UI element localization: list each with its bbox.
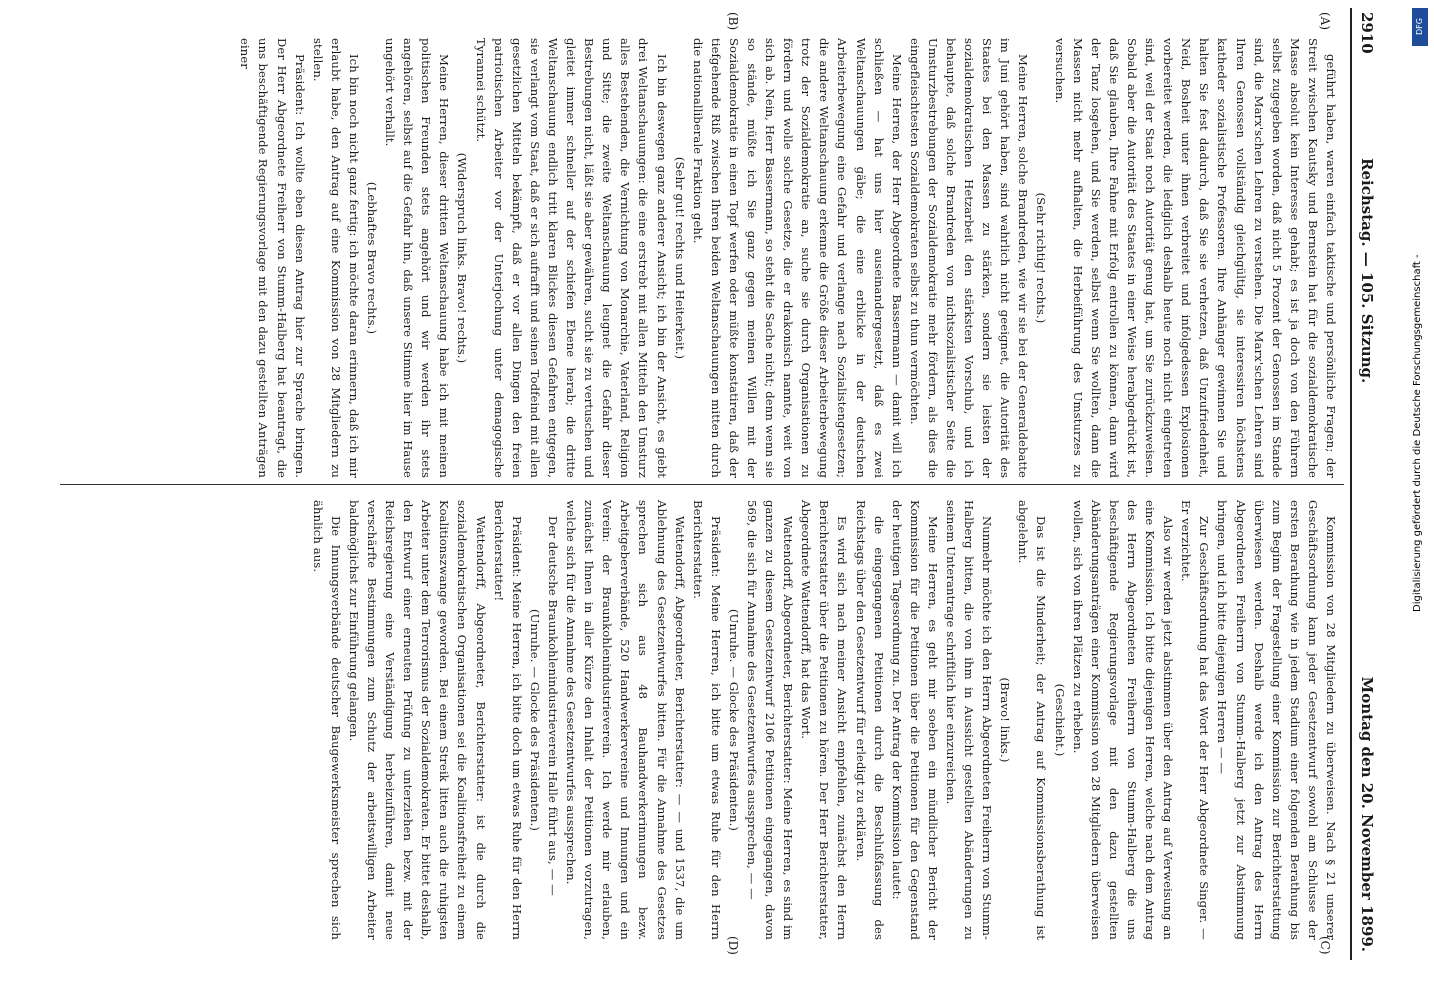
margin-marker-b: (B) — [726, 12, 740, 31]
left-column-paragraph: Meine Herren, solche Brandreden, wie wir sie bei der Generaldebatte im Juni gehört haben, sind wahrlich nicht geeignet, die Autorität des Staates bei den Massen zu stärken, sondern sie leisten der sozialdemokratischen Hetzarbeit den stärksten Vorschub, und ich behaupte, daß solche Brandreden von nichtsozialistischer Seite die Umsturzbestrebungen der Sozialdemokratie mehr fördern, als dies die eingefleischtesten Sozialdemokraten selbst zu thun vermöchten. — [907, 38, 1031, 478]
left-column-paragraph: (Lebhaftes Bravo rechts.) — [365, 181, 380, 335]
left-column-paragraph: (Sehr richtig! rechts.) — [1034, 192, 1049, 324]
right-column-paragraph: (Unruhe. — Glocke des Präsidenten.) — [527, 608, 542, 832]
dfg-logo: DFG — [1412, 8, 1428, 46]
right-column-paragraph: (Geschieht.) — [1052, 683, 1067, 757]
right-column-paragraph: Das ist die Minderheit; der Antrag auf Kommissionsberathung ist abgelehnt. — [1016, 500, 1049, 940]
right-column-paragraph: die eingegangenen Petitionen durch die Beschlußfassung des Reichstags über den Gesetzentwurf für erledigt zu erklären. — [853, 500, 886, 940]
right-column-paragraph: Kommission von 28 Mitgliedern zu überweisen. Nach § 21 unserer Geschäftsordnung kann jeder Gesetzentwurf sowohl am Schlusse der ersten Berathung wie in jedem Stadium einer folgenden Berathung bis zum Beginn der Fragestellung einer Kommission zur Berichterstattung überwiesen werden. Deshalb werde ich den Antrag des Herrn Abgeordneten Freiherrn von Stumm-Halberg jetzt zur Abstimmung bringen, und ich bitte diejenigen Herren — — — [1215, 500, 1338, 940]
left-column-paragraph: geführt haben, waren einfach taktische und persönliche Fragen; der Streit zwischen Kautsky und Bernstein hat für die sozialdemokratische Masse absolut kein Interesse gehabt; es ist ja doch von den Führern selbst zugegeben worden, daß nicht 5 Prozent der Genossen im Stande sind, die Marx'schen Lehren zu verstehen. Die Marx'schen Lehren sind Ihren Genossen vollständig gleichgültig, sie interessiren höchstens katheder sozialistische Professoren. Ihre Anhänger gewinnen Sie und halten Sie fest dadurch, daß Sie sie verhetzen, daß Unzufriedenheit, Neid, Bosheit unter ihnen verbreitet und infolgedessen Explosionen vorbereitet werden, die lediglich deshalb heute noch nicht eingetreten sind, weil der Staat noch Autorität genug hat, um Sie zurückzuweisen. Sobald aber die Autorität des Staates in einer Weise herabgedrückt ist, daß Sie glauben, Ihre Fahne mit Erfolg entrollen zu können, dann wird der Tanz losgehen, und Sie werden, selbst wenn Sie wollten, dann die Massen nicht mehr aufhalten, die Herbeiführung des Umsturzes zu versuchen. — [1052, 38, 1338, 478]
page-number: 2910 — [1358, 12, 1376, 54]
left-column-paragraph: Ich bin deswegen ganz anderer Ansicht; ich bin der Ansicht, es giebt drei Weltanschauungen: die eine erstrebt mit allen Mitteln den Umsturz alles Bestehenden, die Vernichtung von Monarchie, Vaterland, Religion und Sitte; die zweite Weltanschauung leugnet die Gefahr dieser Bestrebungen nicht, läßt sie aber gewähren, sucht sie zu vertuschen und gleitet immer schneller auf der schiefen Ebene herab; die dritte Weltanschauung endlich tritt klaren Blickes diesen Gefahren entgegen, sie verlangt vom Staat, daß er sich aufrafft und seinen Todfeind mit allen gesetzlichen Mitteln bekämpft, daß er vor allen Dingen den freien patriotischen Arbeiter vor der Unterjochung unter demagogische Tyrannei schützt. — [473, 38, 669, 478]
right-column-paragraph: Meine Herren, es geht mir soeben ein mündlicher Bericht der Kommission für die Petitionen über die Petitionen für den Gegenstand der heutigen Tagesordnung zu. Der Antrag der Kommission lautet: — [889, 500, 940, 940]
right-column-paragraph: Die Innungsverbände deutscher Baugewerksmeister sprechen sich ähnlich aus. — [310, 500, 343, 940]
right-column-paragraph: Wattendorff, Abgeordneter, Berichterstatter: — — und 1537, die um Ablehnung des Gesetzentwurfes bitten. Für die Annahme des Gesetzes sprechen sich aus 48 Bauhandwerkerinnungen bezw. Arbeitgeberverbände, 520 Handwerkervereine und Innungen und ein Verein: der Braunkohlenindustrieverein. Ich werde mir erlauben, zunächst Ihnen in aller Kürze den Inhalt der Petitionen vorzutragen, welche sich für die Annahme des Gesetzentwurfes aussprechen. — [564, 500, 687, 940]
right-column-paragraph: Nunmehr möchte ich den Herrn Abgeordneten Freiherrn von Stumm-Halberg bitten, die von ihm in Aussicht gestellten Abänderungen zu seinem Unterantrage schriftlich hier einzureichen. — [944, 500, 995, 940]
left-column — [60, 38, 1340, 478]
rotated-sheet — [50, 8, 1380, 960]
digitization-strip — [1410, 6, 1430, 996]
right-column-paragraph: (Unruhe. — Glocke des Präsidenten.) — [726, 608, 741, 832]
margin-marker-d: (D) — [726, 936, 740, 955]
right-column-paragraph: (Bravo! links.) — [998, 677, 1013, 763]
left-column-paragraph: Präsident: Ich wollte eben diesen Antrag hier zur Sprache bringen. Der Herr Abgeordnete Freiherr von Stumm-Halberg hat beantragt, die uns beschäftigende Regierungsvorlage mit den dazu gestellten Anträgen einer — [238, 38, 307, 478]
right-column-paragraph: Also wir werden jetzt abstimmen über den Antrag auf Verweisung an eine Kommission. Ich bitte diejenigen Herren, welche nach dem Antrag des Herrn Abgeordneten Freiherrn von Stumm-Halberg die uns beschäftigende Regierungsvorlage mit den dazu gestellten Abänderungsanträgen einer Kommission von 28 Mitgliedern überweisen wollen, sich von ihren Plätzen zu erheben. — [1070, 500, 1176, 940]
right-column-paragraph: Wattendorff, Abgeordneter, Berichterstatter: Meine Herren, es sind im ganzen zu diesem Gesetzentwurf 2106 Petitionen eingegangen, davon 569, die sich für Annahme des Gesetzentwurfes aussprechen, — — — [745, 500, 796, 940]
right-column-paragraph: Der deutsche Braunkohlenindustrieverein Halle führt aus, — — — [545, 516, 560, 896]
right-column — [60, 500, 1340, 940]
page-header — [1350, 8, 1380, 960]
left-column-paragraph: Ich bin noch nicht ganz fertig: ich möchte daran erinnern, daß ich mir erlaubt habe, den Antrag auf eine Kommission von 28 Mitgliedern zu stellen. — [310, 38, 361, 478]
header-left-title: Reichstag. — 105. Sitzung. — [1358, 158, 1376, 384]
column-divider — [60, 484, 1344, 485]
left-column-paragraph: (Widerspruch links. Bravo! rechts.) — [455, 152, 470, 364]
left-column-paragraph: Meine Herren, dieser dritten Weltanschauung habe ich mit meinen politischen Freunden stets angehört und wir werden ihr stets angehören, selbst auf die Gefahr hin, daß unsere Stimme hier im Hause ungehört verhallt. — [383, 38, 452, 478]
margin-marker-c: (C) — [1318, 936, 1332, 955]
margin-marker-a: (A) — [1318, 12, 1332, 31]
right-column-paragraph: Präsident: Meine Herren, ich bitte um etwas Ruhe für den Herrn Berichterstatter. — [690, 500, 723, 940]
left-column-paragraph: (Sehr gut! rechts und Heiterkeit.) — [672, 156, 687, 360]
right-column-paragraph: Wattendorff, Abgeordneter, Berichterstatter: ist die durch die sozialdemokratischen Organisationen sei die Koalitionsfreiheit zu einem Koalitionszwange geworden. Bei einem Streik litten auch die ruhigsten Arbeiter unter dem Terrorismus der Sozialdemokraten. Er bittet deshalb, den Entwurf einer erneuten Prüfung zu unterziehen bezw. mit der Reichsregierung eine Verständigung herbeizuführen, damit neue verschärfte Bestimmungen zum Schutz der arbeitswilligen Arbeiter baldmöglichst zur Einführung gelangen. — [346, 500, 488, 940]
right-column-paragraph: Es wird sich nach meiner Ansicht empfehlen, zunächst den Herrn Berichterstatter über die Petitionen zu hören. Der Herr Berichterstatter, Abgeordnete Wattendorff, hat das Wort. — [799, 500, 850, 940]
right-column-paragraph: Präsident: Meine Herren, ich bitte doch um etwas Ruhe für den Herrn Berichterstatter! — [491, 500, 524, 940]
right-column-paragraph: Zur Geschäftsordnung hat das Wort der Herr Abgeordnete Singer. — Er verzichtet. — [1179, 500, 1212, 940]
left-column-paragraph: Meine Herren, der Herr Abgeordnete Bassermann — damit will ich schließen — hat uns hier auseinandergesetzt, daß es zwei Weltanschauungen gäbe; die eine erblicke in der deutschen Arbeiterbewegung eine Gefahr und verlange nach Sozialistengesetzen; die andere Weltanschauung erkenne die Größe dieser Arbeiterbewegung trotz der Sozialdemokratie an, suche sie durch Organisationen zu fördern und wolle solche Gesetze, die er drakonisch nannte, weit von sich ab. Nein, Herr Bassermann, so steht die Sache nicht; denn wenn sie so stände, müßte ich Sie ganz gegen meinen Willen mit der Sozialdemokratie in einen Topf werfen oder müßte konstatiren, daß der tiefgehende Riß zwischen Ihren beiden Weltanschauungen mitten durch die nationalliberale Fraktion geht. — [690, 38, 904, 478]
header-right-title: Montag den 20. November 1899. — [1358, 676, 1376, 952]
digitization-note: Digitalisierung gefördert durch die Deutsche Forschungsgemeinschaft - — [1412, 254, 1423, 612]
